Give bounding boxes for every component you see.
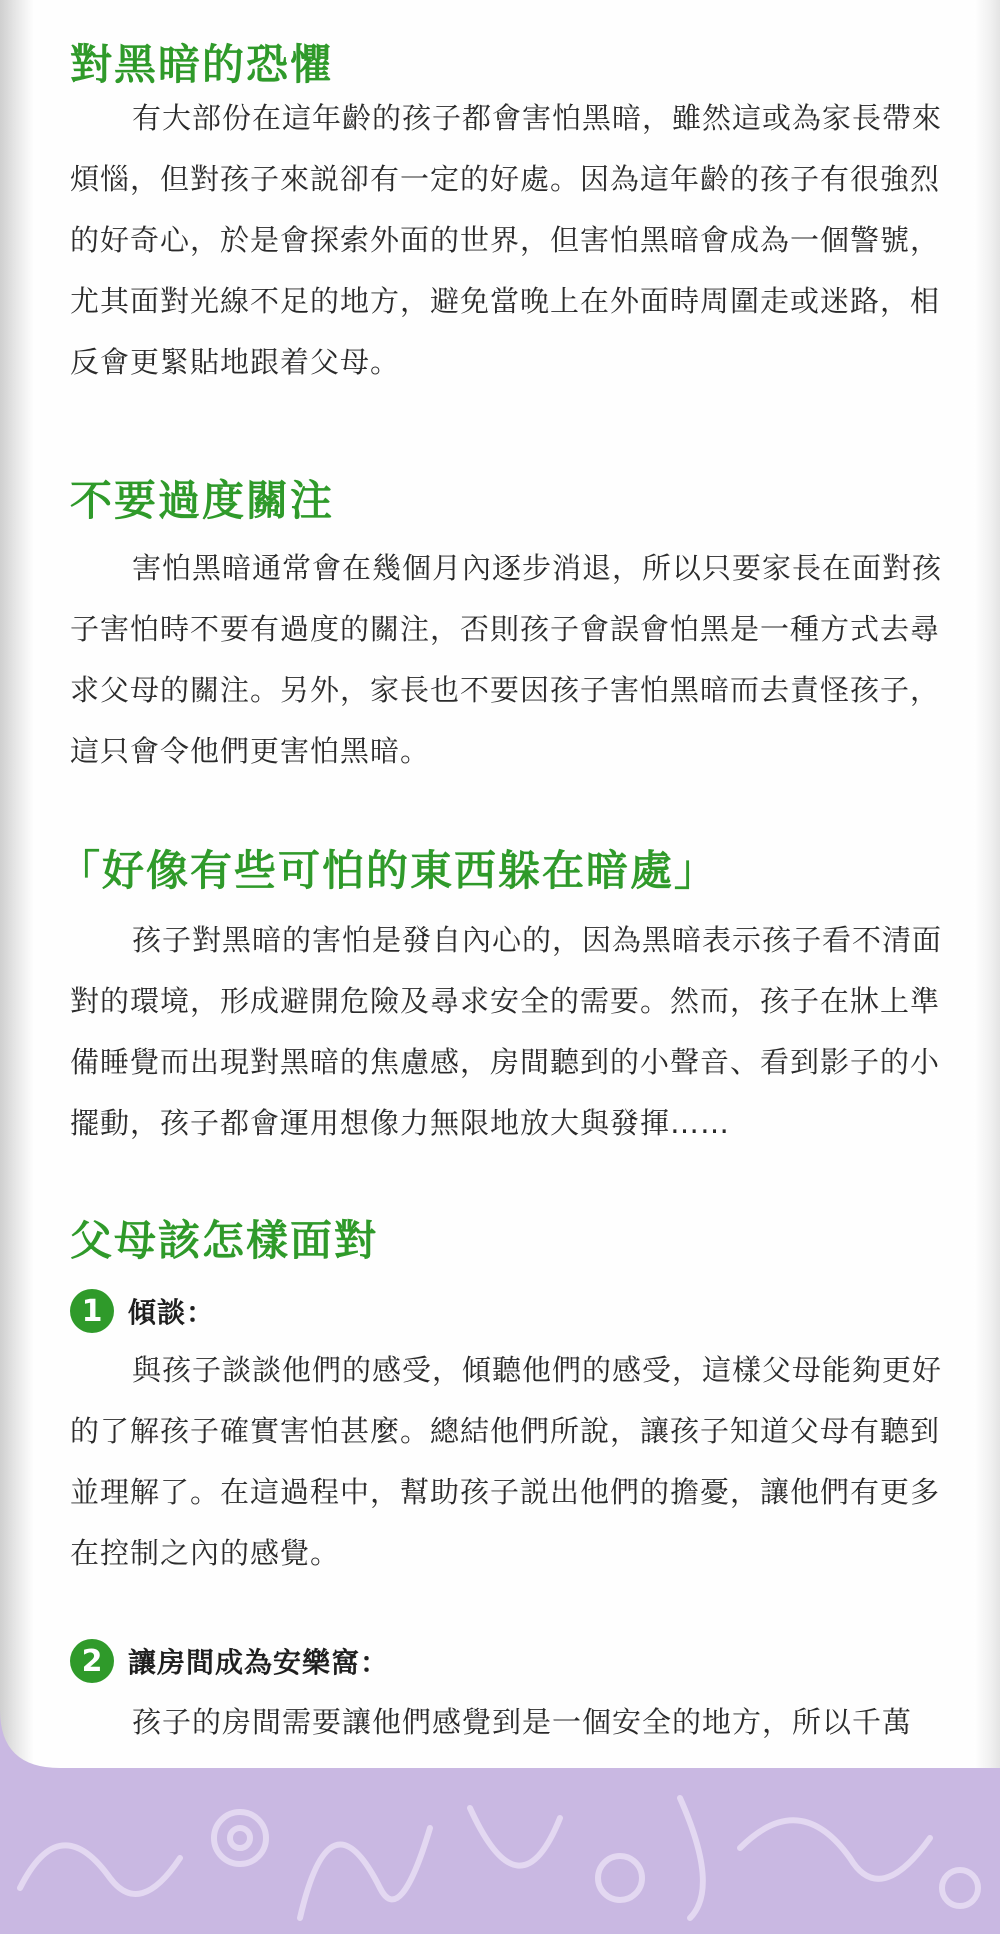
book-spine-shadow — [0, 0, 34, 1934]
tip-label-safe-room: 讓房間成為安樂窩： — [128, 1646, 390, 1679]
page-edge-shadow — [974, 0, 1000, 1780]
section-paragraph-no-overattention: 害怕黑暗通常會在幾個月內逐步消退，所以只要家長在面對孩子害怕時不要有過度的關注，否則孩子會誤會怕黑是一種方式去尋求父母的關注。另外，家長也不要因孩子害怕黑暗而去責怪孩子，這只會令他們更害怕黑暗。 — [70, 551, 943, 768]
section-heading-fear-of-dark: 對黑暗的恐懼 — [70, 40, 335, 89]
section-heading-scary-things: 「好像有些可怕的東西躲在暗處」 — [58, 846, 719, 895]
tip-label-talk: 傾談： — [128, 1296, 216, 1329]
footer-doodle-pattern-icon — [0, 1768, 1000, 1934]
section-paragraph-scary-things: 孩子對黑暗的害怕是發自內心的，因為黑暗表示孩子看不清面對的環境，形成避開危險及尋求安全的需要。然而，孩子在牀上準備睡覺而出現對黑暗的焦慮感，房間聽到的小聲音、看到影子的小擺動，孩子都會運用想像力無限地放大與發揮…… — [70, 923, 943, 1140]
footer-decorative-band — [0, 1768, 1000, 1934]
tip-item-2 — [70, 1638, 389, 1684]
section-paragraph-fear-of-dark: 有大部份在這年齡的孩子都會害怕黑暗，雖然這或為家長帶來煩惱，但對孩子來説卻有一定的好處。因為這年齡的孩子有很強烈的好奇心，於是會探索外面的世界，但害怕黑暗會成為一個警號，尤其面對光線不足的地方，避免當晚上在外面時周圍走或迷路，相反會更緊貼地跟着父母。 — [70, 101, 943, 379]
tip-paragraph-safe-room: 孩子的房間需要讓他們感覺到是一個安全的地方，所以千萬 — [132, 1705, 913, 1739]
section-heading-no-overattention: 不要過度關注 — [70, 476, 335, 525]
tip-item-1 — [70, 1288, 215, 1334]
section-heading-how-parents-respond: 父母該怎樣面對 — [70, 1216, 379, 1265]
tip-paragraph-talk: 與孩子談談他們的感受，傾聽他們的感受，這樣父母能夠更好的了解孩子確實害怕甚麼。總結他們所說，讓孩子知道父母有聽到並理解了。在這過程中，幫助孩子説出他們的擔憂，讓他們有更多在控制之內的感覺。 — [70, 1353, 943, 1570]
number-2-badge-icon: 2 — [70, 1639, 114, 1683]
number-1-badge-icon: 1 — [70, 1289, 114, 1333]
